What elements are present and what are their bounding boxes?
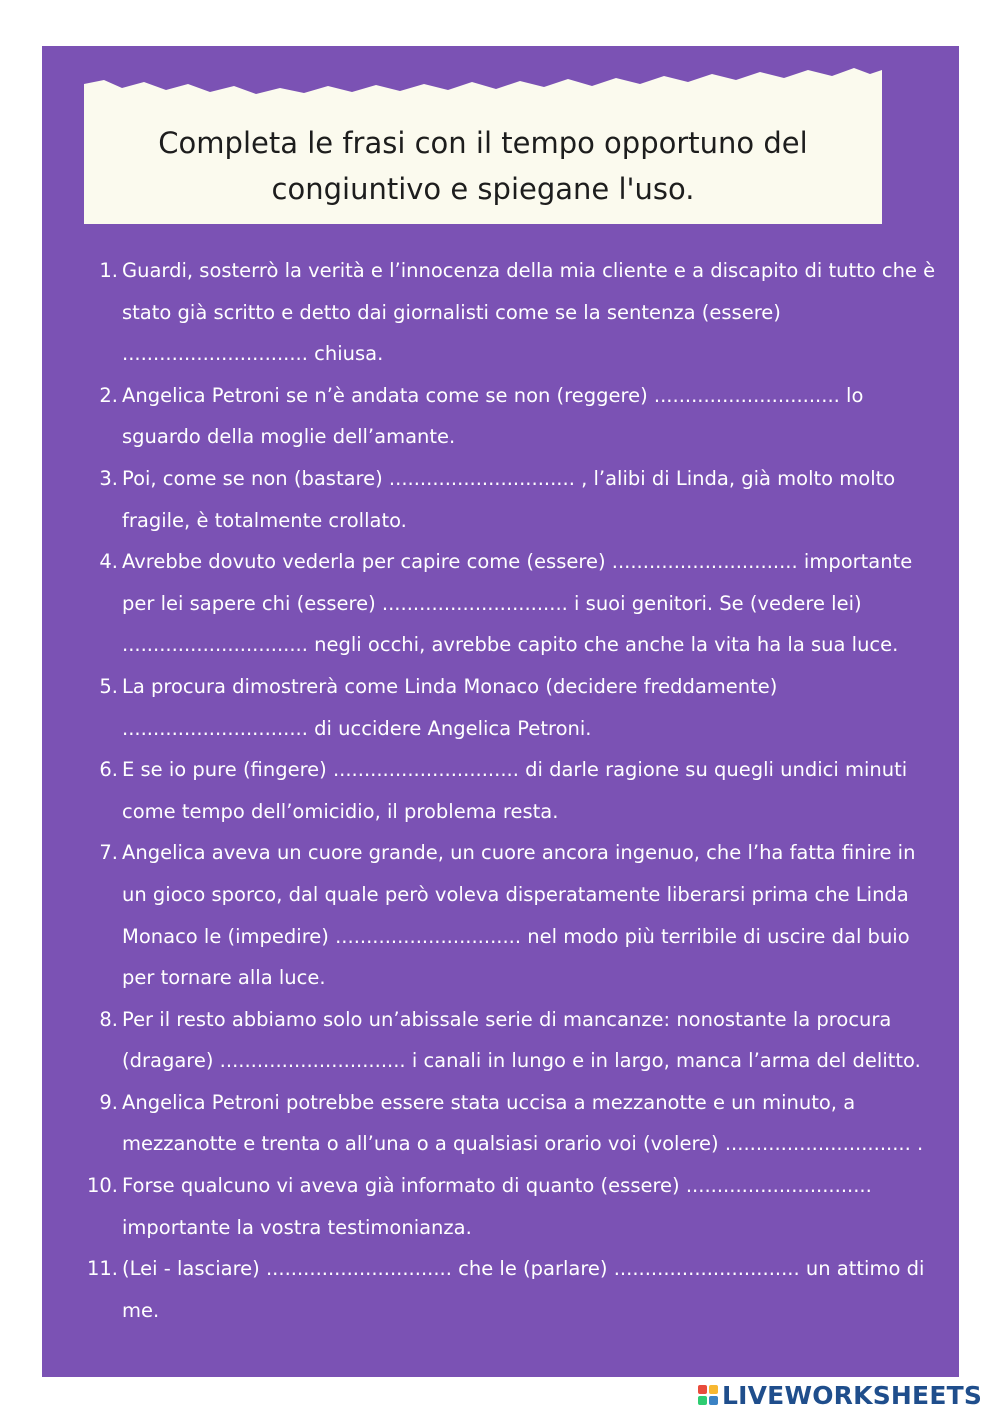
exercise-item [88, 1165, 938, 1248]
exercise-text: E se io pure (fingere) .............................. di darle ragione su quegli undici minuti come tempo dell’omicidio, il problema resta. [122, 758, 908, 823]
exercise-text: (Lei - lasciare) .............................. che le (parlare) .............................. un attimo di me. [122, 1257, 925, 1322]
title-paper-strip [84, 62, 882, 224]
exercise-number: 5. [99, 674, 118, 698]
exercise-item [88, 666, 938, 749]
exercise-text: Forse qualcuno vi aveva già informato di quanto (essere) .............................. importante la vostra testimonianza. [122, 1174, 872, 1239]
brand-name: LIVEWORKSHEETS [722, 1380, 983, 1410]
exercise-item [88, 541, 938, 666]
exercise-text: Per il resto abbiamo solo un’abissale serie di mancanze: nonostante la procura (dragare) .............................. i canali in lungo e in largo, manca l’arma del delitto. [122, 1007, 921, 1073]
page-title: Completa le frasi con il tempo opportuno del congiuntivo e spiegane l'uso. [158, 126, 808, 206]
exercise-text: La procura dimostrerà come Linda Monaco (decidere freddamente) .............................. di uccidere Angelica Petroni. [122, 674, 778, 740]
liveworksheets-brand [698, 1382, 982, 1408]
exercise-number: 1. [99, 259, 118, 282]
logo-square [698, 1396, 707, 1405]
exercise-item [88, 1082, 938, 1165]
exercise-item [88, 250, 938, 375]
exercise-number: 6. [99, 758, 118, 782]
exercise-item [88, 458, 938, 541]
logo-square [709, 1396, 718, 1405]
logo-square [709, 1385, 718, 1394]
liveworksheets-logo-icon [698, 1385, 718, 1405]
logo-square [698, 1385, 707, 1394]
exercise-text: Avrebbe dovuto vederla per capire come (essere) .............................. importante per lei sapere chi (essere) .............................. i suoi genitori. Se (vedere lei) .............................. negli occhi, avrebbe capito che anche la vita ha la sua luce. [122, 550, 913, 657]
exercise-list [88, 250, 938, 1331]
exercise-item [88, 832, 938, 998]
exercise-item [88, 999, 938, 1082]
exercise-number: 9. [99, 1090, 118, 1114]
exercise-number: 2. [99, 383, 118, 407]
exercise-text: Angelica Petroni se n’è andata come se non (reggere) .............................. lo sguardo della moglie dell’amante. [122, 383, 864, 449]
exercise-text: Guardi, sosterrò la verità e l’innocenza della mia cliente e a discapito di tutto che è stato già scritto e detto dai giornalisti come se la sentenza (essere) .............................. chiusa. [122, 259, 936, 366]
exercise-item [88, 749, 938, 832]
exercise-number: 10. [86, 1174, 118, 1198]
exercise-number: 7. [99, 841, 118, 865]
exercise-number: 4. [99, 550, 118, 574]
exercise-number: 8. [99, 1007, 118, 1031]
exercise-text: Angelica aveva un cuore grande, un cuore ancora ingenuo, che l’ha fatta finire in un gioco sporco, dal quale però voleva disperatamente liberarsi prima che Linda Monaco le (impedire) .............................. nel modo più terribile di uscire dal buio per tornare alla luce. [122, 841, 916, 990]
exercise-text: Angelica Petroni potrebbe essere stata uccisa a mezzanotte e un minuto, a mezzanotte e trenta o all’una o a qualsiasi orario voi (volere) .............................. . [122, 1090, 924, 1156]
exercise-item [88, 375, 938, 458]
exercise-text: Poi, come se non (bastare) .............................. , l’alibi di Linda, già molto molto fragile, è totalmente crollato. [122, 466, 896, 532]
exercise-number: 11. [86, 1257, 118, 1281]
exercise-item [88, 1248, 938, 1331]
exercise-number: 3. [99, 466, 118, 490]
